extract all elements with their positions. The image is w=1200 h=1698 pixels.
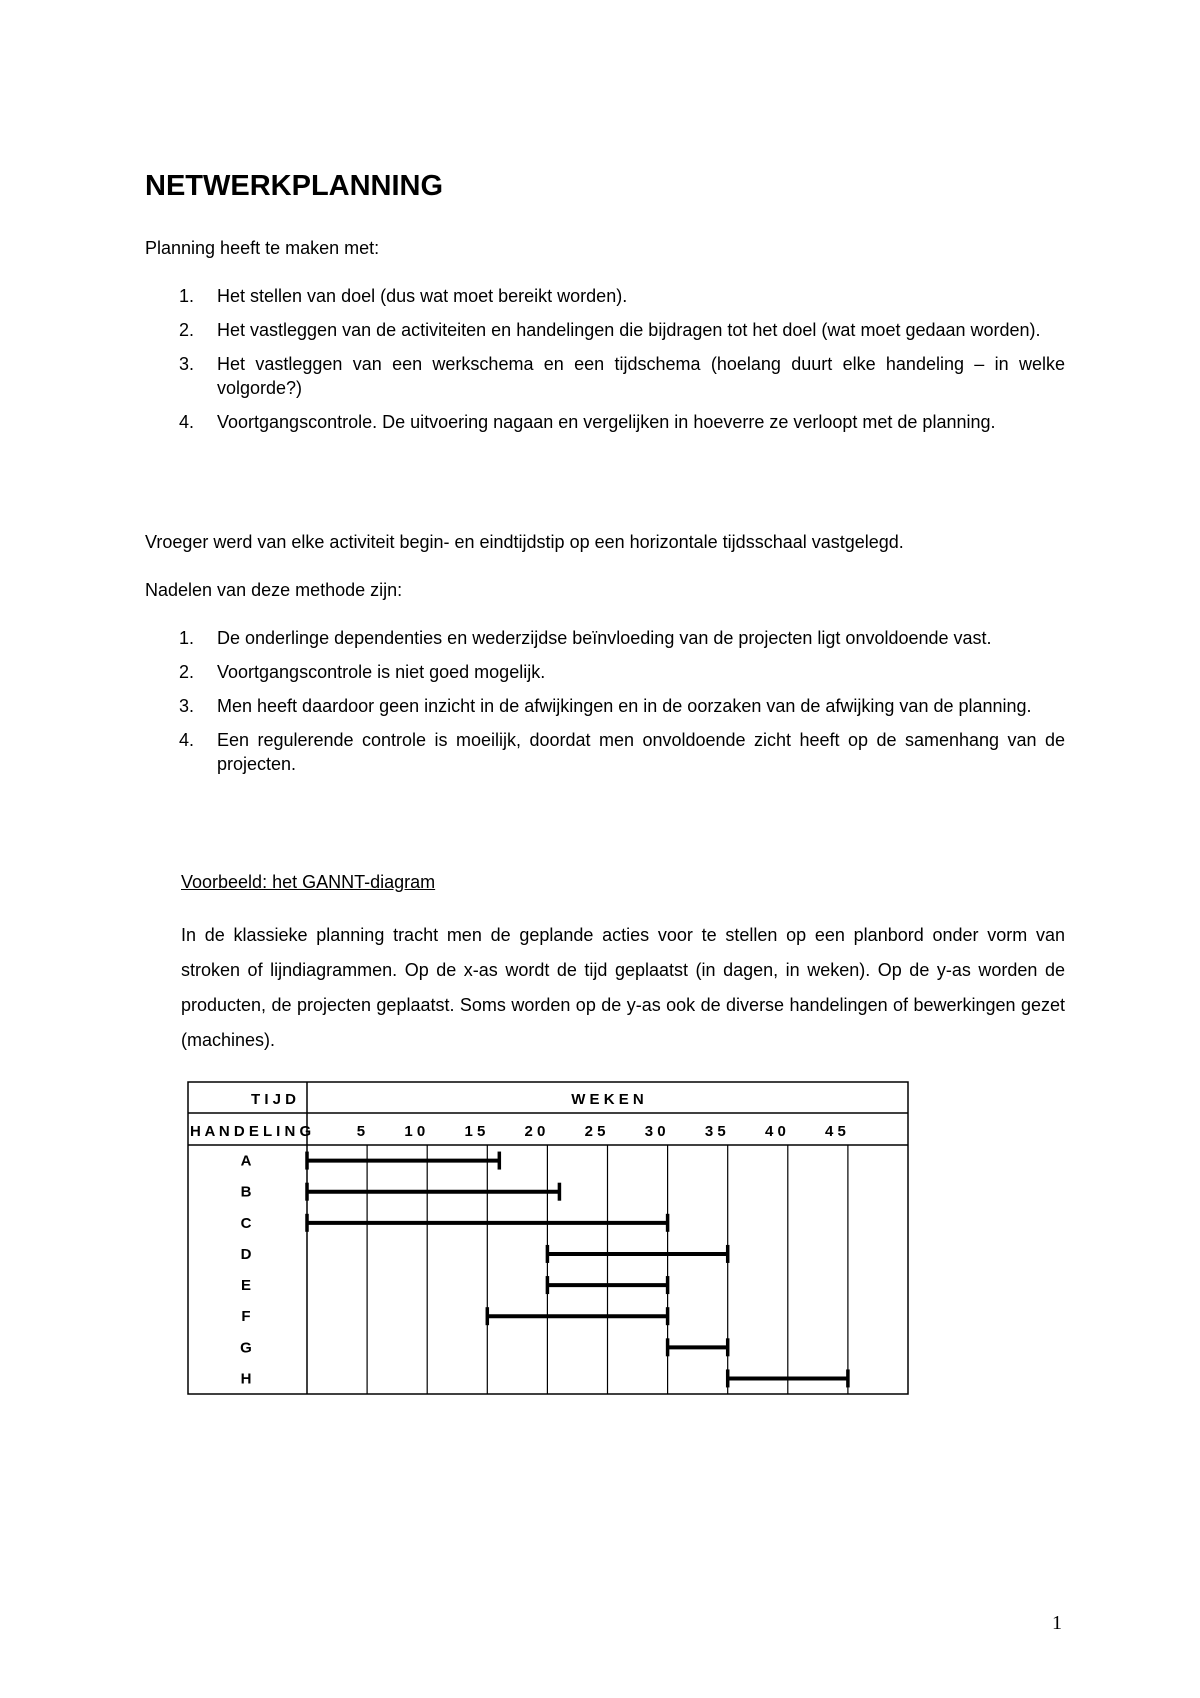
- example-heading: Voorbeeld: het GANNT-diagram: [181, 872, 436, 892]
- drawback-item-text: Men heeft daardoor geen inzicht in de afwijkingen en in de oorzaken van de afwijking van de planning.: [217, 696, 1032, 716]
- planning-item-text: Het vastleggen van de activiteiten en handelingen die bijdragen tot het doel (wat moet gedaan worden).: [217, 320, 1041, 340]
- drawbacks-list: [145, 626, 1065, 786]
- drawback-item-number: 4.: [179, 730, 195, 750]
- planning-item-text: Het stellen van doel (dus wat moet bereikt worden).: [217, 286, 628, 306]
- drawback-item-text: Een regulerende controle is moeilijk, doordat men onvoldoende zicht heeft op de samenhang van de projecten.: [217, 730, 1065, 774]
- planning-item: [145, 352, 1065, 400]
- gantt-task-label: H: [240, 1370, 252, 1388]
- drawbacks-intro: Nadelen van deze methode zijn:: [145, 580, 403, 600]
- gantt-task-label: A: [240, 1152, 252, 1170]
- planning-list: [145, 284, 1065, 444]
- drawback-item-number: 2.: [179, 662, 195, 682]
- drawback-item: [145, 694, 1065, 718]
- drawback-item-number: 3.: [179, 696, 195, 716]
- gantt-task-label: F: [241, 1308, 251, 1326]
- gantt-tick-label: 4 0: [764, 1123, 786, 1140]
- planning-item-number: 1.: [179, 286, 195, 306]
- gantt-tick-label: 3 0: [644, 1123, 666, 1140]
- example-text: In de klassieke planning tracht men de geplande acties voor te stellen op een planbord onder vorm van stroken of lijndiagrammen. Op de x-as wordt de tijd geplaatst (in dagen, in weken). Op de y-as worden de producten, de projecten geplaatst. Soms worden op de y-as ook de diverse handelingen of bewerkingen gezet (machines).: [181, 925, 1065, 1050]
- gantt-tick-label: 2 5: [584, 1123, 606, 1140]
- page-number: 1: [1052, 1612, 1062, 1634]
- gantt-tick-label: 5: [356, 1123, 366, 1140]
- gantt-header-time-label: T I J D: [250, 1091, 296, 1108]
- gantt-task-label: B: [240, 1183, 252, 1201]
- drawback-item: [145, 728, 1065, 776]
- planning-item-text: Voortgangscontrole. De uitvoering nagaan en vergelijken in hoeverre ze verloopt met de planning.: [217, 412, 996, 432]
- drawback-item-number: 1.: [179, 628, 195, 648]
- drawback-item: [145, 660, 1065, 684]
- gantt-header-weeks-label: W E K E N: [571, 1091, 644, 1108]
- gantt-tick-label: 1 5: [464, 1123, 486, 1140]
- gantt-task-label: C: [240, 1214, 252, 1232]
- intro-line: Planning heeft te maken met:: [145, 238, 380, 258]
- gantt-tick-label: 2 0: [524, 1123, 546, 1140]
- gantt-task-label: G: [240, 1339, 252, 1357]
- planning-item: [145, 410, 1065, 434]
- gantt-frame: [188, 1082, 908, 1394]
- history-line: Vroeger werd van elke activiteit begin- en eindtijdstip op een horizontale tijdsschaal vastgelegd.: [145, 532, 904, 552]
- gantt-tick-label: 1 0: [404, 1123, 426, 1140]
- gantt-tick-label: 4 5: [825, 1123, 846, 1140]
- planning-item-text: Het vastleggen van een werkschema en een tijdschema (hoelang duurt elke handeling – in welke volgorde?): [217, 354, 1065, 398]
- gantt-task-label: D: [240, 1245, 252, 1263]
- planning-item: [145, 318, 1065, 342]
- gantt-tick-label: 3 5: [704, 1123, 726, 1140]
- planning-item-number: 2.: [179, 320, 195, 340]
- planning-item-number: 4.: [179, 412, 195, 432]
- planning-item-number: 3.: [179, 354, 195, 374]
- gantt-task-label: E: [240, 1277, 252, 1295]
- drawback-item: [145, 626, 1065, 650]
- drawback-item-text: Voortgangscontrole is niet goed mogelijk.: [217, 662, 546, 682]
- page-title: NETWERKPLANNING: [145, 170, 444, 202]
- gantt-row-axis-label: H A N D E L I N G: [190, 1123, 312, 1140]
- planning-item: [145, 284, 1065, 308]
- drawback-item-text: De onderlinge dependenties en wederzijdse beïnvloeding van de projecten ligt onvoldoende vast.: [217, 628, 992, 648]
